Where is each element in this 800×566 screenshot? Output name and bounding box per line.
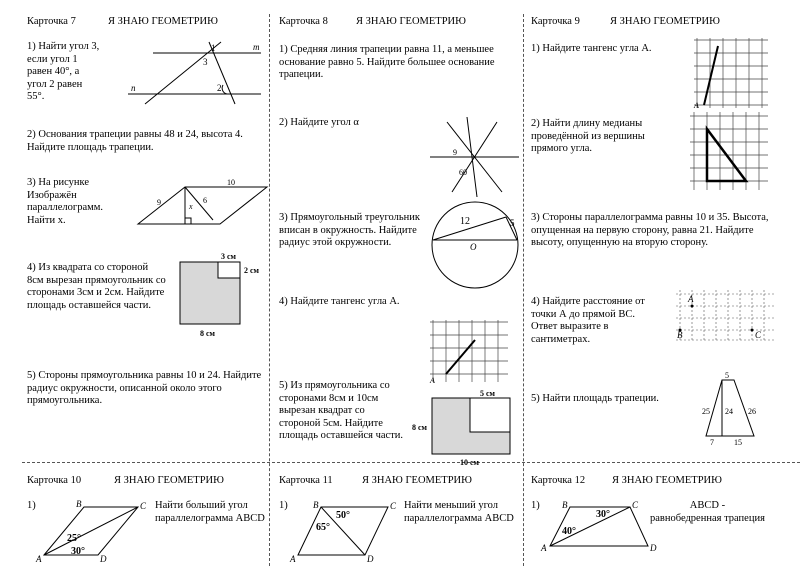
problem-num: 1)	[27, 500, 36, 511]
problem-text: ABCD - равнобедренная трапеция	[650, 500, 765, 524]
label-m: m	[253, 42, 260, 52]
grid-tangent-figure	[694, 38, 770, 110]
rectangle-cutout-figure	[412, 388, 522, 468]
label-25: 25	[702, 407, 710, 416]
problem-1: 1) Найдите тангенс угла А.	[531, 43, 652, 54]
label-9: 9	[157, 198, 161, 207]
card-title: Карточка 12	[531, 475, 586, 486]
problem-1: 1) Средняя линия трапеции равна 11, а меньшее основание равно 5. Найдите большее основание трапеции.	[279, 44, 495, 80]
problem-text: Найти больший угол параллелограмма АВСD	[155, 500, 265, 524]
label-12: 12	[460, 216, 470, 227]
vertex-C: C	[140, 501, 147, 511]
vertex-D: D	[650, 543, 657, 553]
label-A: A	[688, 294, 694, 304]
label-2cm: 2 см	[244, 266, 259, 275]
vertex-C: C	[390, 501, 397, 511]
problem-4: 4) Найдите расстояние от точки А до прямой ВС. Ответ выразите в сантиметрах.	[531, 296, 645, 345]
angle-30: 30°	[71, 546, 85, 557]
card-banner: Я ЗНАЮ ГЕОМЕТРИЮ	[114, 475, 224, 486]
label-7: 7	[710, 438, 714, 447]
parallelogram-figure	[135, 177, 270, 227]
card-title: Карточка 10	[27, 475, 82, 486]
angle-40: 40°	[562, 526, 576, 537]
vertex-B: B	[562, 500, 568, 510]
label-5: 5	[510, 218, 515, 228]
label-3: 3	[203, 57, 208, 67]
isosceles-trapezoid-figure	[540, 498, 660, 564]
problem-2: 2) Найдите угол α	[279, 117, 359, 128]
label-A: A	[694, 101, 699, 110]
problem-num: 1)	[279, 500, 288, 511]
problem-5: 5) Стороны прямоугольника равны 10 и 24. Найдите радиус окружности, описанной около этого прямоугольника.	[27, 370, 262, 406]
label-n: n	[131, 83, 136, 93]
problem-1: 1) Найти угол 3, если угол 1 равен 40°, а угол 2 равен 55°.	[27, 41, 100, 102]
row-divider	[22, 462, 800, 463]
label-9: 9	[453, 148, 457, 157]
label-B: B	[677, 330, 683, 340]
grid-triangle-figure	[690, 112, 770, 192]
card-banner: Я ЗНАЮ ГЕОМЕТРИЮ	[612, 475, 722, 486]
vertex-A: A	[290, 554, 296, 564]
vertex-B: B	[76, 499, 82, 509]
label-10cm: 10 см	[460, 458, 479, 467]
label-O: O	[470, 242, 477, 252]
label-C: C	[755, 330, 762, 340]
problem-num: 1)	[531, 500, 540, 511]
card-banner: Я ЗНАЮ ГЕОМЕТРИЮ	[356, 16, 466, 27]
problem-5: 5) Найти площадь трапеции.	[531, 393, 659, 404]
label-2: 2	[217, 83, 222, 93]
label-5: 5	[725, 371, 729, 380]
parallelogram-figure	[288, 498, 408, 564]
problem-4: 4) Из квадрата со стороной 8см вырезан прямоугольник со сторонами 3см и 2см. Найдите площадь оставшейся части.	[27, 262, 166, 311]
vertex-B: B	[313, 500, 319, 510]
label-26: 26	[748, 407, 756, 416]
card-banner: Я ЗНАЮ ГЕОМЕТРИЮ	[108, 16, 218, 27]
label-10: 10	[227, 178, 235, 187]
label-3cm: 3 см	[221, 252, 236, 261]
label-A: A	[430, 376, 435, 385]
label-8cm: 8 см	[200, 329, 215, 338]
label-24: 24	[725, 407, 733, 416]
grid-distance-figure	[676, 290, 776, 342]
label-60: 60	[459, 168, 467, 177]
problem-text: Найти меньший угол параллелограмма АВСD	[404, 500, 514, 524]
vertex-D: D	[367, 554, 374, 564]
card-title: Карточка 8	[279, 16, 328, 27]
label-5cm: 5 см	[480, 389, 495, 398]
problem-5: 5) Из прямоугольника со сторонами 8см и 10см вырезан квадрат со стороной 5см. Найдите площадь оставшейся части.	[279, 380, 404, 441]
grid-angle-figure	[430, 320, 510, 385]
trapezoid-figure	[696, 368, 766, 448]
angle-30: 30°	[596, 509, 610, 520]
problem-2: 2) Найти длину медианы проведённой из вершины прямого угла.	[531, 118, 645, 154]
problem-3: 3) Прямоугольный треугольник вписан в окружность. Найдите радиус этой окружности.	[279, 212, 421, 248]
vertex-A: A	[36, 554, 42, 564]
angle-50: 50°	[336, 510, 350, 521]
label-x: x	[189, 202, 193, 211]
vertex-D: D	[100, 554, 107, 564]
parallelogram-figure	[34, 498, 154, 564]
card-title: Карточка 7	[27, 16, 76, 27]
problem-2: 2) Основания трапеции равны 48 и 24, высота 4. Найдите площадь трапеции.	[27, 129, 243, 153]
label-1: 1	[211, 43, 216, 53]
square-cutout-figure	[178, 250, 273, 340]
card-title: Карточка 9	[531, 16, 580, 27]
problem-3: 3) На рисунке Изображён параллелограмм. Найти х.	[27, 177, 104, 226]
angle-65: 65°	[316, 522, 330, 533]
angles-figure	[427, 112, 522, 197]
vertex-C: C	[632, 500, 639, 510]
transversal-figure	[125, 38, 265, 108]
label-6: 6	[203, 196, 207, 205]
card-banner: Я ЗНАЮ ГЕОМЕТРИЮ	[610, 16, 720, 27]
card-banner: Я ЗНАЮ ГЕОМЕТРИЮ	[362, 475, 472, 486]
vertex-A: A	[541, 543, 547, 553]
card-title: Карточка 11	[279, 475, 333, 486]
problem-4: 4) Найдите тангенс угла А.	[279, 296, 400, 307]
problem-3: 3) Стороны параллелограмма равны 10 и 35. Высота, опущенная на первую сторону, равна 21. Найдите высоту, опущенную на вторую сторону.	[531, 212, 769, 248]
label-15: 15	[734, 438, 742, 447]
angle-25: 25°	[67, 533, 81, 544]
circle-figure	[430, 200, 525, 295]
label-8cm: 8 см	[412, 423, 427, 432]
